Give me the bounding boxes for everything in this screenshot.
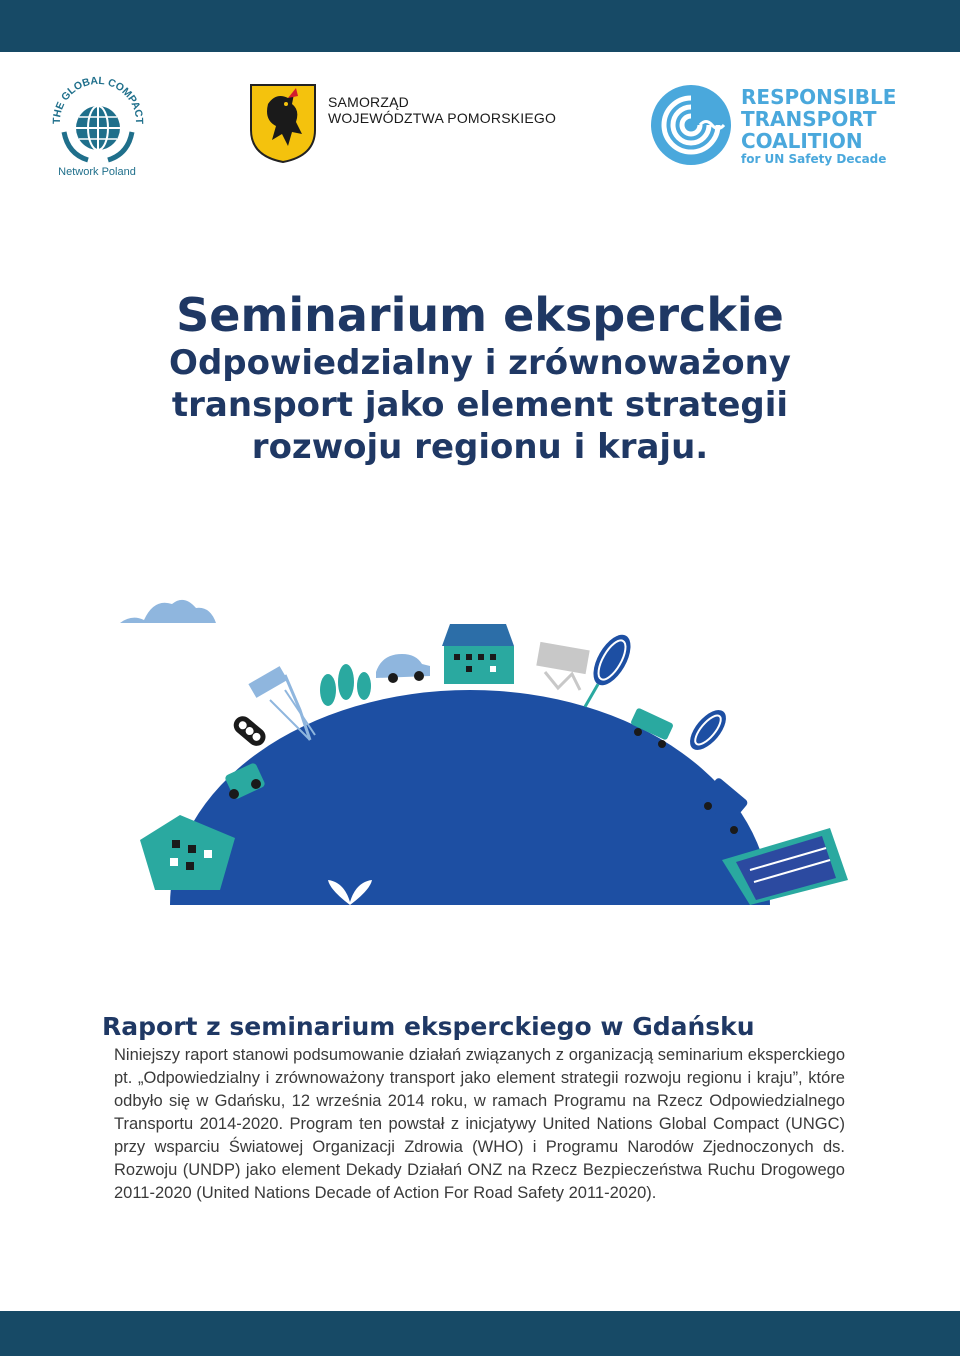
traffic-light-icon — [230, 713, 269, 750]
top-band — [0, 0, 960, 52]
billboard-icon — [536, 642, 589, 690]
rtc-logo-icon — [650, 84, 732, 166]
svg-text:THE GLOBAL COMPACT: THE GLOBAL COMPACT — [50, 74, 146, 125]
globe-shape — [170, 690, 770, 905]
rtc-line3: COALITION — [741, 129, 863, 153]
pomorskie-coat-of-arms — [248, 82, 318, 164]
subtitle-line-1: Odpowiedzialny i zrównoważony — [169, 343, 791, 383]
pomorskie-line1: SAMORZĄD — [328, 94, 409, 110]
rtc-line4: for UN Safety Decade — [741, 152, 887, 166]
subtitle-line-2: transport jako element strategii — [171, 385, 789, 425]
road-sign-icon-2 — [683, 704, 732, 756]
rtc-logo-text — [741, 86, 896, 166]
bottom-band — [0, 1311, 960, 1356]
pomorskie-logo-text — [328, 94, 556, 126]
subtitle-line-3: rozwoju regionu i kraju. — [251, 427, 709, 467]
report-body: Niniejszy raport stanowi podsumowanie działań związanych z organizacją seminarium eksperckiego pt. „Odpowiedzialny i zrównoważony transport jako element strategii rozwoju regionu i kraju”, które odbyło się w Gdańsku, 12 września 2014 roku, w ramach Programu na Rzecz Odpowiedzialnego Transportu 2014-2020. Program ten powstał z inicjatywy United Nations Global Compact (UNGC) przy wsparciu Światowej Organizacji Zdrowia (WHO) i Programu Narodów Zjednoczonych ds. Rozwoju (UNDP) jako element Dekady Działań ONZ na Rzecz Bezpieczeństwa Ruchu Drogowego 2011-2020 (United Nations Decade of Action For Road Safety 2011-2020). — [114, 1046, 845, 1202]
rtc-line2: TRANSPORT — [741, 107, 877, 131]
report-heading: Raport z seminarium eksperckiego w Gdańsku — [102, 1012, 755, 1041]
transport-globe-illustration — [110, 590, 860, 910]
car-icon — [376, 654, 430, 683]
trees-icon — [320, 664, 371, 706]
page-title: Seminarium eksperckie — [176, 288, 784, 342]
pomorskie-line2: WOJEWÓDZTWA POMORSKIEGO — [328, 110, 557, 126]
house-icon — [442, 624, 514, 684]
gc-logo-caption: Network Poland — [58, 166, 136, 178]
rtc-line1: RESPONSIBLE — [741, 85, 897, 109]
cloud-icon — [120, 600, 216, 623]
